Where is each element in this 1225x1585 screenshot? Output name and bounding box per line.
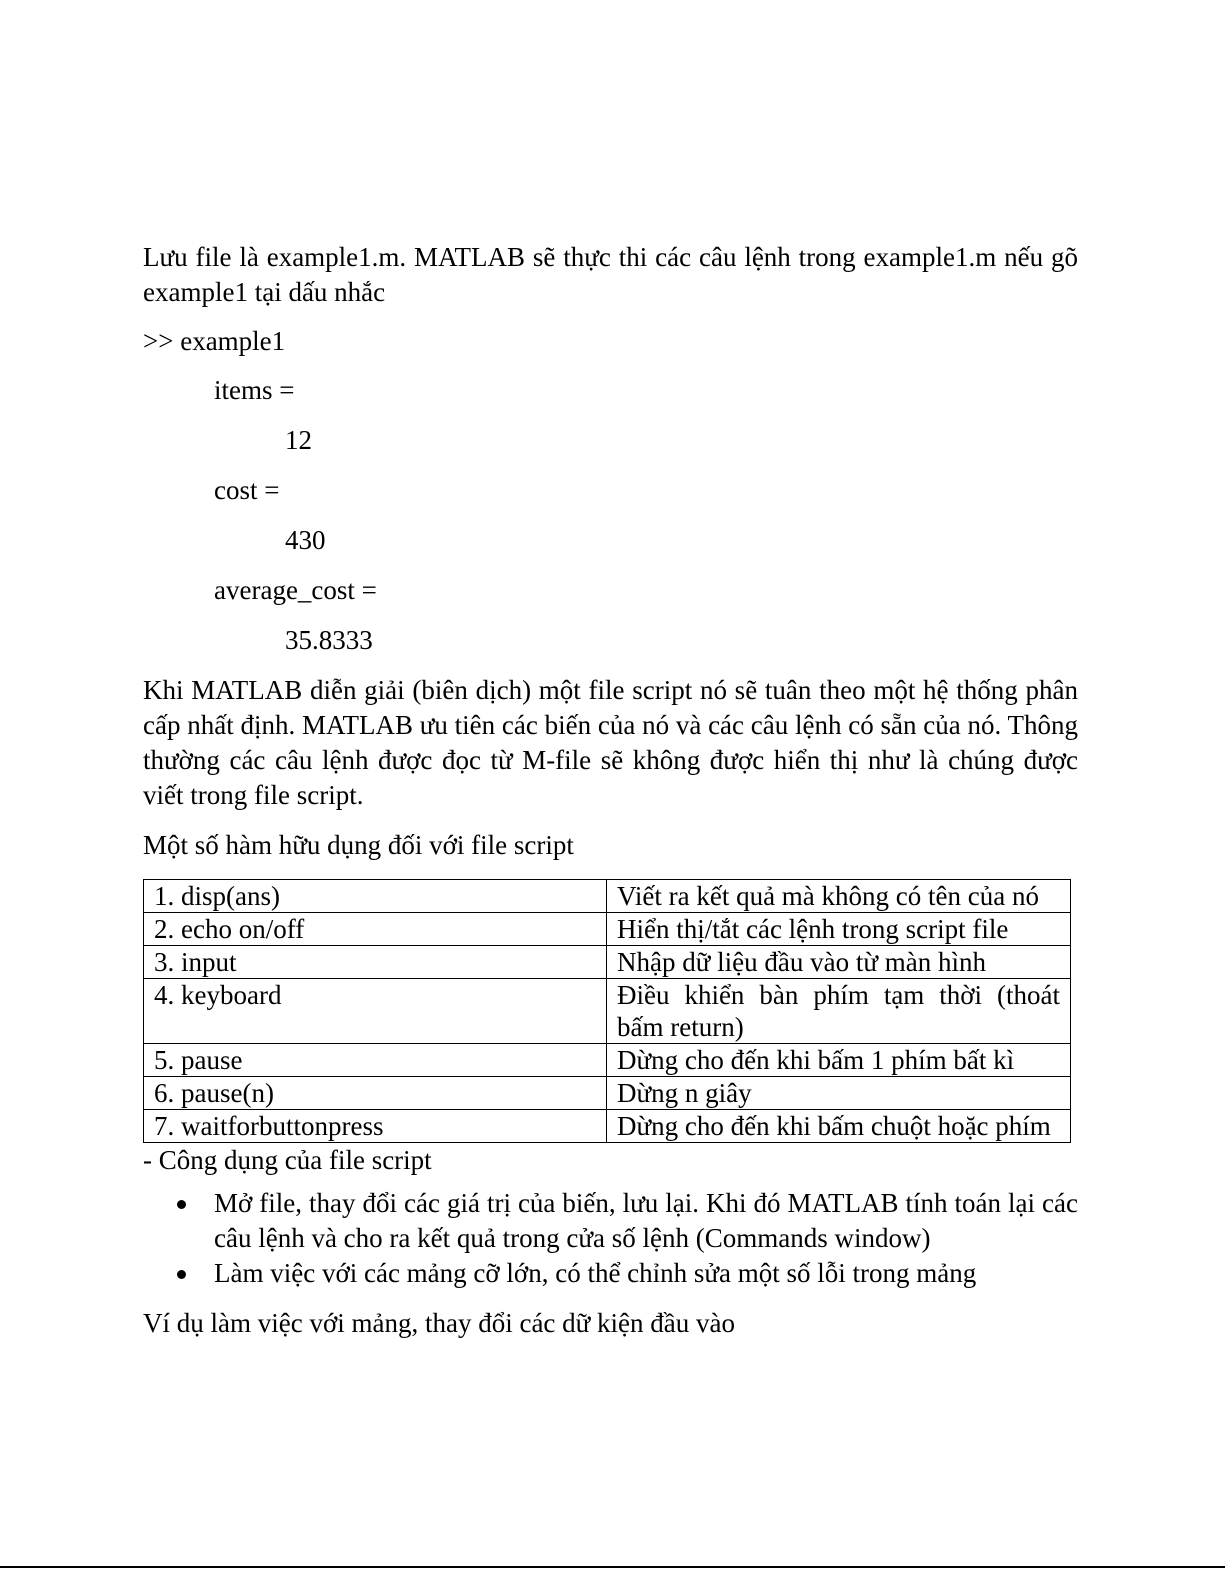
document-page — [143, 240, 1078, 1341]
table-row — [144, 913, 1071, 946]
functions-table — [143, 879, 1071, 1143]
table-cell-command: 2. echo on/off — [144, 913, 607, 946]
table-cell-description: Viết ra kết quả mà không có tên của nó — [607, 880, 1071, 913]
usage-title: - Công dụng của file script — [143, 1145, 432, 1175]
page-bottom-rule — [0, 1566, 1225, 1568]
example-paragraph: Ví dụ làm việc với mảng, thay đổi các dữ kiện đầu vào — [143, 1308, 735, 1338]
table-cell-description: Dừng cho đến khi bấm 1 phím bất kì — [607, 1044, 1071, 1077]
table-cell-description: Dừng n giây — [607, 1077, 1071, 1110]
table-cell-command: 4. keyboard — [144, 979, 607, 1044]
table-row — [144, 979, 1071, 1044]
output-value-items: 12 — [285, 425, 312, 455]
table-cell-command: 6. pause(n) — [144, 1077, 607, 1110]
table-cell-command: 7. waitforbuttonpress — [144, 1110, 607, 1143]
table-cell-description: Dừng cho đến khi bấm chuột hoặc phím — [607, 1110, 1071, 1143]
intro-paragraph: Lưu file là example1.m. MATLAB sẽ thực thi các câu lệnh trong example1.m nếu gõ example1 tại dấu nhắc — [143, 242, 1078, 307]
table-row — [144, 880, 1071, 913]
table-cell-command: 1. disp(ans) — [144, 880, 607, 913]
usage-list — [143, 1186, 1078, 1291]
table-intro: Một số hàm hữu dụng đối với file script — [143, 830, 574, 860]
table-cell-command: 5. pause — [144, 1044, 607, 1077]
table-cell-description: Điều khiển bàn phím tạm thời (thoát bấm return) — [607, 979, 1071, 1044]
output-name-average-cost: average_cost = — [214, 575, 377, 605]
output-name-cost: cost = — [214, 475, 280, 505]
explain-paragraph: Khi MATLAB diễn giải (biên dịch) một file script nó sẽ tuân theo một hệ thống phân cấp nhất định. MATLAB ưu tiên các biến của nó và các câu lệnh có sẵn của nó. Thông thường các câu lệnh được đọc từ M-file sẽ không được hiển thị như là chúng được viết trong file script. — [143, 675, 1078, 810]
table-cell-description: Hiển thị/tắt các lệnh trong script file — [607, 913, 1071, 946]
list-item-text: Mở file, thay đổi các giá trị của biến, lưu lại. Khi đó MATLAB tính toán lại các câu lệnh và cho ra kết quả trong cửa số lệnh (Commands window) — [214, 1188, 1078, 1253]
table-cell-command: 3. input — [144, 946, 607, 979]
bullet-icon — [177, 1200, 186, 1209]
list-item — [214, 1186, 1078, 1256]
table-row — [144, 946, 1071, 979]
output-name-items: items = — [214, 375, 295, 405]
table-row — [144, 1077, 1071, 1110]
output-value-cost: 430 — [285, 525, 326, 555]
table-cell-description: Nhập dữ liệu đầu vào từ màn hình — [607, 946, 1071, 979]
table-row — [144, 1044, 1071, 1077]
command-prompt: >> example1 — [143, 326, 286, 356]
output-value-average-cost: 35.8333 — [285, 625, 373, 655]
list-item-text: Làm việc với các mảng cỡ lớn, có thể chỉnh sửa một số lỗi trong mảng — [214, 1258, 977, 1288]
table-row — [144, 1110, 1071, 1143]
bullet-icon — [177, 1270, 186, 1279]
list-item — [214, 1256, 1078, 1291]
